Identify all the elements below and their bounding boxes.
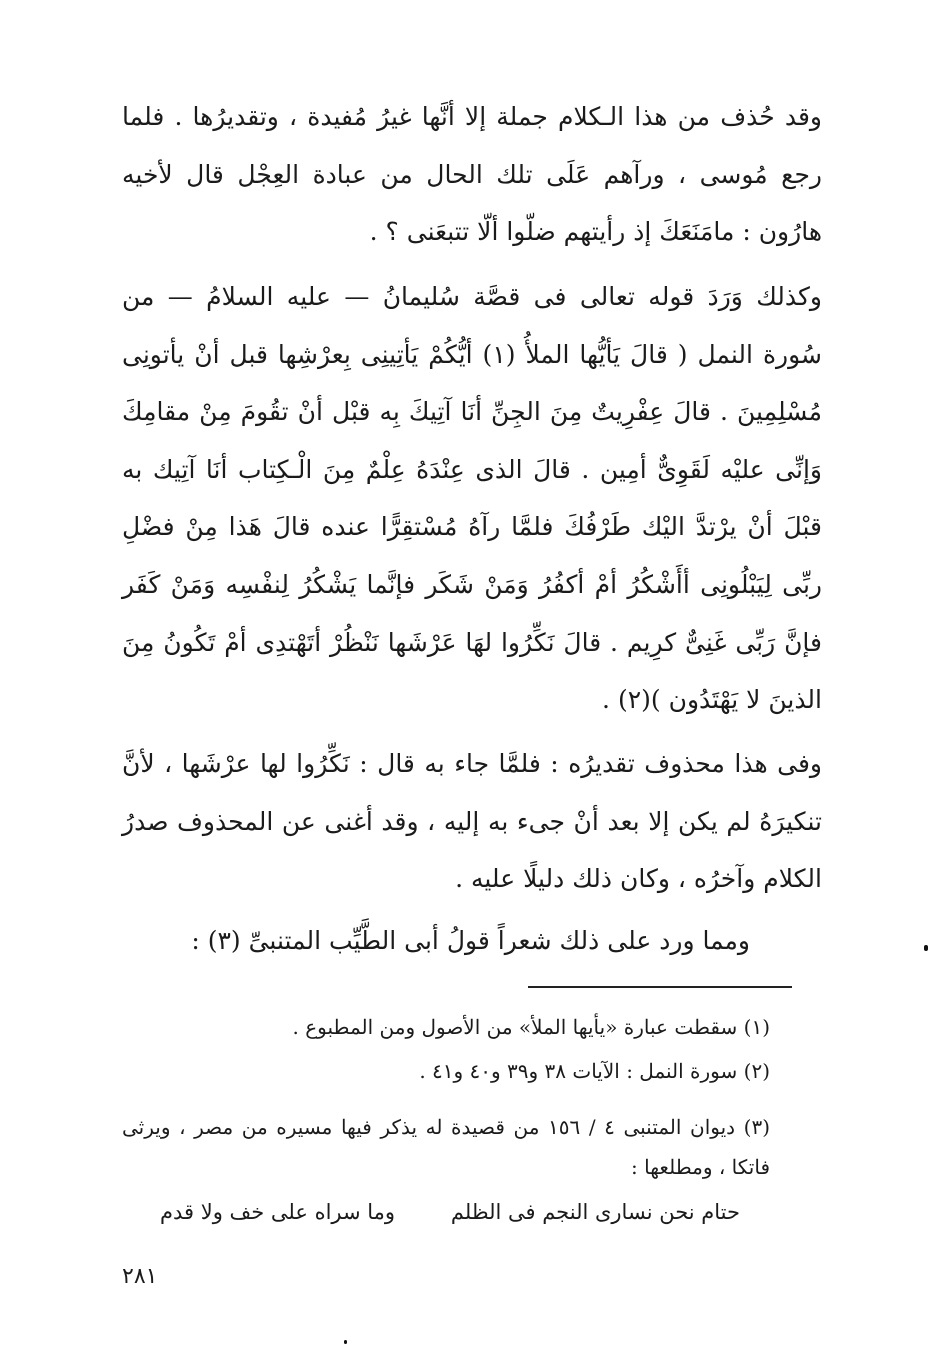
paragraph-omission: وفى هذا محذوف تقديرُه : فلمَّا جاء به قال : نَكِّرُوا لها عرْشَها ، لأنَّ تنكيرَهُ لم يكن إلا بعد أنْ جىء به إليه ، وقد أغنى عن المحذوف صدرُ الكلام وآخرُه ، وكان ذلك دليلًا عليه .: [122, 749, 822, 894]
page-number: ٢٨١: [122, 1264, 158, 1289]
scan-speck: [924, 945, 928, 951]
paragraph-musa: وقد حُذف من هذا الـكلام جملة إلا أنَّها غيرُ مُفيدة ، وتقديرُها . فلما رجع مُوسى ، ورآهم عَلَى تلك الحال من عبادة العِجْل قال لأخيه هارُون : مامَنَعَكَ إذ رأيتهم ضلّوا ألّا تتبعَنى ؟ .: [122, 102, 822, 247]
footnote-separator: [528, 986, 792, 988]
footnote-1: (١) سقطت عبارة «يأيها الملأ» من الأصول ومن المطبوع .: [292, 1015, 770, 1039]
paragraph-mutanabbi-intro: ومما ورد على ذلك شعراً قولُ أبى الطَّيِّب المتنبىِّ (٣) :: [191, 926, 750, 955]
paragraph-sulayman: وكذلك وَرَدَ قوله تعالى فى قصَّة سُليمانُ — عليه السلامُ — من سُورة النمل ( قالَ يَأيُّها الملأُ (١) أيُّكُمْ يَأتِينِى بِعرْشِها قبل أنْ يأتونِى مُسْلِمِينَ . قالَ عِفْرِيتٌ مِنَ الجِنِّ أنَا آتِيكَ بِه قبْل أنْ تقُومَ مِنْ مقامِكَ وَإنِّى عليْه لَقَوِىٌّ أمِين . قالَ الذى عِنْدَهُ عِلْمٌ مِنَ الْـكِتاب أنَا آتِيك به قبْلَ أنْ يرْتدَّ اليْك طَرْفُكَ فلمَّا رآهُ مُسْتقِرًّا عنده قالَ هَذا مِنْ فضْلِ ربِّى لِيَبْلُونِى أأَشْكُرُ أمْ أكفُرُ وَمَنْ شَكَر فإنَّما يَشْكُرُ لِنفْسِه وَمَنْ كَفَر فإنَّ رَبِّى غَنِىٌّ كرِيم . قالَ نَكِّرُوا لهَا عَرْشَها نَنْظُرْ أتَهْتدِى أمْ تَكُونُ مِنَ الذينَ لا يَهْتَدُون )(٢) .: [122, 282, 822, 715]
poetry-verse: [160, 1195, 740, 1229]
verse-first-hemistich: حتام نحن نسارى النجم فى الظلم: [450, 1200, 740, 1224]
scan-speck: [344, 1340, 347, 1344]
footnote-2: (٢) سورة النمل : الآيات ٣٨ و٣٩ و٤٠ و٤١ .: [419, 1059, 770, 1083]
footnote-3: (٣) ديوان المتنبى ٤ / ١٥٦ من قصيدة له يذكر فيها مسيره من مصر ، ويرثى فاتكا ، ومطلعها :: [122, 1115, 771, 1179]
verse-second-hemistich: وما سراه على خف ولا قدم: [160, 1200, 396, 1224]
